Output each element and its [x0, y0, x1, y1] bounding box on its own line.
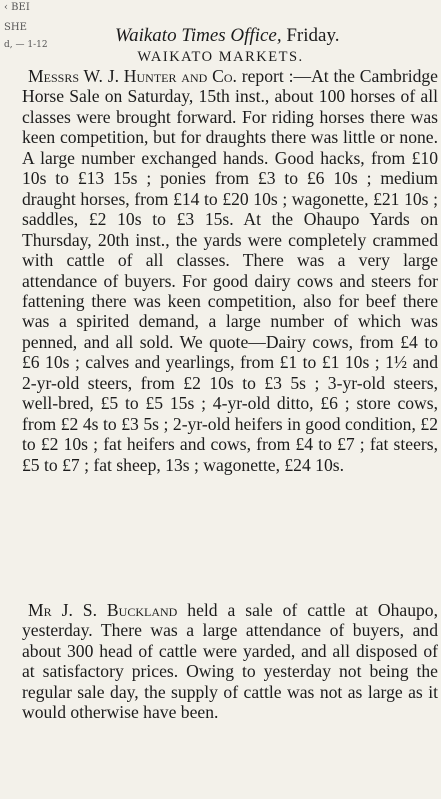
- article-lead: Mr J. S. Buckland: [28, 600, 178, 620]
- margin-scrap: d, — 1-12: [4, 40, 48, 50]
- dateline: [115, 25, 423, 47]
- section-title: WAIKATO MARKETS.: [137, 49, 304, 65]
- article-ohaupo-sale: [22, 600, 438, 723]
- article-paragraph: [22, 600, 438, 723]
- dateline-day: Friday.: [286, 25, 340, 46]
- margin-scrap: ‹ BEI: [4, 2, 30, 13]
- article-horse-cattle-sales: [22, 66, 438, 475]
- article-paragraph: [22, 66, 438, 475]
- article-body: report :—At the Cambridge Horse Sale on Saturday, 15th inst., about 100 horses of all classes were brought forward. For riding horses there was keen competition, but for draughts there was little or none. A large number exchanged hands. Good hacks, from £10 10s to £13 15s ; ponies from £3 to £6 10s ; medium draught horses, from £14 to £20 10s ; wagonette, £21 10s ; saddles, £2 10s to £3 15s. At the Ohaupo Yards on Thursday, 20th inst., the yards were completely crammed with cattle of all classes. There was a very large attendance of buyers. For good dairy cows and steers for fattening there was keen competition, also for beef there was a spirited demand, a large number of which was penned, and all sold. We quote—Dairy cows, from £4 to £6 10s ; calves and yearlings, from £1 to £1 10s ; 1½ and 2-yr-old steers, from £2 10s to £3 5s ; 3-yr-old steers, well-bred, £5 to £5 15s ; 4-yr-old ditto, £6 ; store cows, from £2 4s to £3 5s ; 2-yr-old heifers in good condition, £2 to £2 10s ; fat heifers and cows, from £4 to £7 ; fat steers, £5 to £7 ; fat sheep, 13s ; wagonette, £24 10s.: [22, 66, 438, 475]
- article-lead: Messrs W. J. Hunter and Co.: [28, 66, 237, 86]
- article-body: held a sale of cattle at Ohaupo, yesterday. There was a large attendance of buyers, and about 300 head of cattle were yarded, and all disposed of at satisfactory prices. Owing to yesterday not being the regular sale day, the supply of cattle was not as large as it would otherwise have been.: [22, 600, 439, 723]
- dateline-office: Waikato Times Office,: [115, 25, 282, 46]
- margin-scrap: SHE: [4, 22, 27, 33]
